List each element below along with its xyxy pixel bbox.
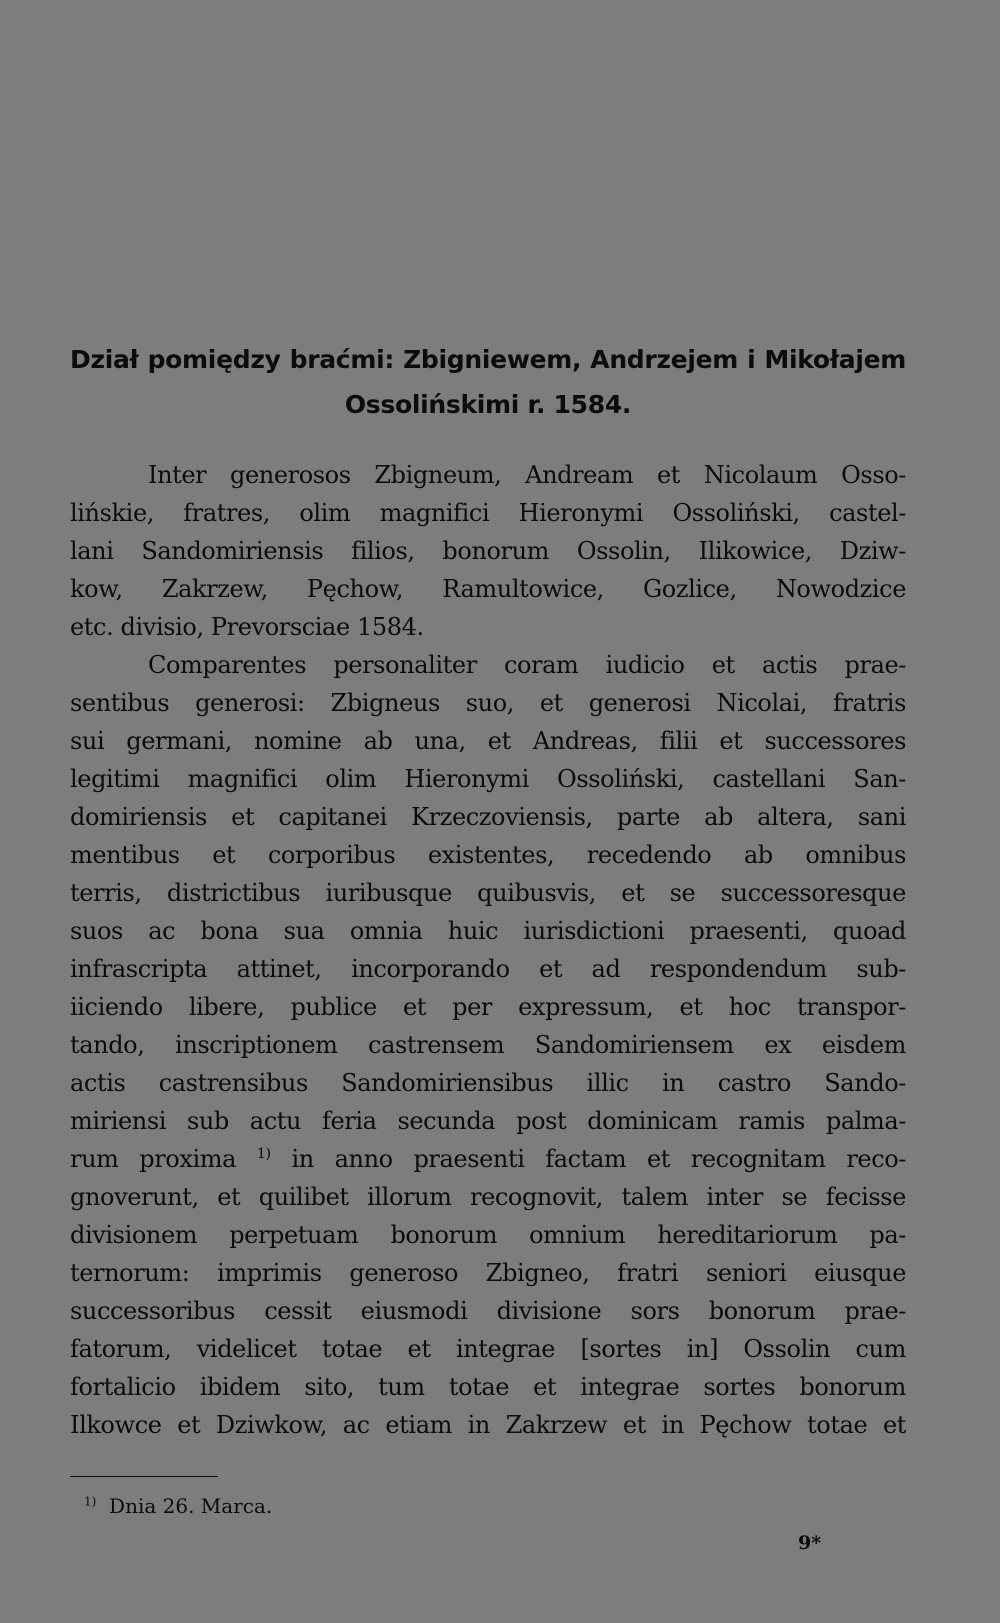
text-line: Ilkowce et Dziwkow, ac etiam in Zakrzew et in Pęchow totae et <box>70 1411 906 1439</box>
text-line: suos ac bona sua omnia huic iurisdictioni praesenti, quoad <box>70 917 906 945</box>
text-line: fatorum, videlicet totae et integrae [sortes in] Ossolin cum <box>70 1335 906 1363</box>
text-line: domiriensis et capitanei Krzeczoviensis, parte ab altera, sani <box>70 803 906 831</box>
text-line: Inter generosos Zbigneum, Andream et Nicolaum Osso- <box>148 461 906 489</box>
text-line: lińskie, fratres, olim magnifici Hieronymi Ossoliński, castel- <box>70 499 906 527</box>
text-line: sentibus generosi: Zbigneus suo, et generosi Nicolai, fratris <box>70 689 906 717</box>
text-line: sui germani, nomine ab una, et Andreas, filii et successores <box>70 727 906 755</box>
text-line: etc. divisio, Prevorsciae 1584. <box>70 613 424 641</box>
text-line: tando, inscriptionem castrensem Sandomiriensem ex eisdem <box>70 1031 906 1059</box>
text-line-with-footnote <box>70 1140 906 1178</box>
footnote-marker: 1) <box>84 1494 97 1509</box>
text-line: Comparentes personaliter coram iudicio et actis prae- <box>148 651 906 679</box>
footnote-divider <box>70 1476 218 1477</box>
text-line: miriensi sub actu feria secunda post dominicam ramis palma- <box>70 1107 906 1135</box>
footnote <box>84 1494 272 1518</box>
text-line: divisionem perpetuam bonorum omnium hereditariorum pa- <box>70 1221 906 1249</box>
text-line: successoribus cessit eiusmodi divisione sors bonorum prae- <box>70 1297 906 1325</box>
footnote-reference: 1) <box>256 1146 271 1162</box>
body-text <box>70 456 906 1444</box>
text-fragment: rum proxima <box>70 1145 237 1173</box>
page-title-line-1: Dział pomiędzy braćmi: Zbigniewem, Andrzejem i Mikołajem <box>70 345 906 374</box>
page-title-line-2: Ossolińskimi r. 1584. <box>344 390 632 419</box>
text-line: legitimi magnifici olim Hieronymi Ossoliński, castellani San- <box>70 765 906 793</box>
text-line: gnoverunt, et quilibet illorum recognovit, talem inter se fecisse <box>70 1183 906 1211</box>
footnote-text: Dnia 26. Marca. <box>109 1494 273 1518</box>
text-fragment: in anno praesenti factam et recognitam reco- <box>291 1145 906 1173</box>
text-line: actis castrensibus Sandomiriensibus illic in castro Sando- <box>70 1069 906 1097</box>
text-line: iiciendo libere, publice et per expressum, et hoc transpor- <box>70 993 906 1021</box>
text-line: infrascripta attinet, incorporando et ad respondendum sub- <box>70 955 906 983</box>
text-line: lani Sandomiriensis filios, bonorum Ossolin, Ilikowice, Dziw- <box>70 537 906 565</box>
page-number: 9* <box>798 1532 822 1554</box>
text-line: ternorum: imprimis generoso Zbigneo, fratri seniori eiusque <box>70 1259 906 1287</box>
text-line: terris, districtibus iuribusque quibusvis, et se successoresque <box>70 879 906 907</box>
text-line: kow, Zakrzew, Pęchow, Ramultowice, Gozlice, Nowodzice <box>70 575 906 603</box>
text-line: mentibus et corporibus existentes, recedendo ab omnibus <box>70 841 906 869</box>
text-line: fortalicio ibidem sito, tum totae et integrae sortes bonorum <box>70 1373 906 1401</box>
